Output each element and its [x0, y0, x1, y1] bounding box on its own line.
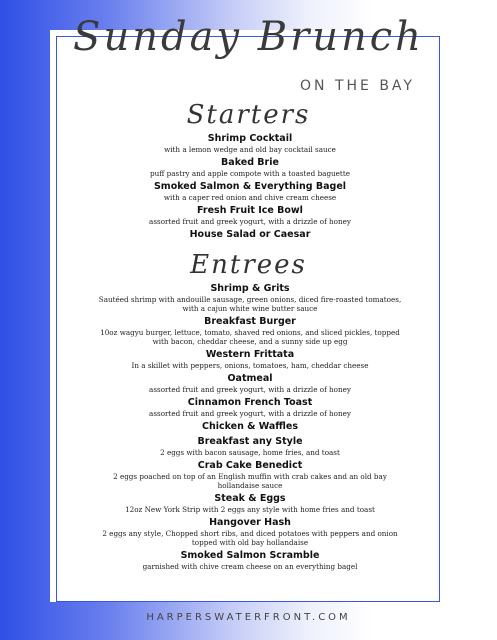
menu-item-name: Western Frittata	[205, 349, 295, 360]
menu-item-description: 2 eggs poached on top of an English muffin with crab cakes and an old bay hollandaise sauce	[113, 472, 387, 490]
menu-item	[95, 436, 405, 457]
menu-item	[100, 229, 400, 241]
menu-item-name: Baked Brie	[221, 157, 279, 168]
menu-item	[95, 550, 405, 571]
menu-item-description: with a lemon wedge and old bay cocktail sauce	[164, 145, 336, 154]
menu-item	[100, 205, 400, 226]
menu-item-description: 12oz New York Strip with 2 eggs any style with home fries and toast	[125, 505, 375, 514]
starters-list	[100, 133, 400, 244]
menu-subtitle: ON THE BAY	[300, 78, 415, 94]
menu-item-description: garnished with chive cream cheese on an everything bagel	[142, 562, 358, 571]
menu-item	[95, 283, 405, 313]
menu-item-name: House Salad or Caesar	[189, 229, 311, 240]
menu-item-description: assorted fruit and greek yogurt, with a drizzle of honey	[149, 217, 351, 226]
menu-item	[95, 493, 405, 514]
menu-item	[95, 397, 405, 418]
menu-item-name: Chicken & Waffles	[201, 421, 299, 432]
menu-item-name: Smoked Salmon & Everything Bagel	[153, 181, 347, 192]
menu-item-name: Shrimp & Grits	[210, 283, 290, 294]
menu-item-description: 2 eggs any style, Chopped short ribs, and diced potatoes with peppers and onion topped with old bay hollandaise	[102, 529, 398, 547]
menu-item-name: Breakfast any Style	[197, 436, 303, 447]
menu-item-description: with a caper red onion and chive cream cheese	[163, 193, 337, 202]
menu-item	[100, 157, 400, 178]
menu-item-description: In a skillet with peppers, onions, tomatoes, ham, cheddar cheese	[131, 361, 369, 370]
menu-item-name: Smoked Salmon Scramble	[180, 550, 320, 561]
menu-item-name: Fresh Fruit Ice Bowl	[197, 205, 303, 216]
menu-item-description: assorted fruit and greek yogurt, with a drizzle of honey	[149, 409, 351, 418]
menu-item-description: Sautéed shrimp with andouille sausage, green onions, diced fire-roasted tomatoes, with a cajun white wine butter sauce	[98, 295, 402, 313]
entrees-list	[95, 283, 405, 574]
menu-item-description: 10oz wagyu burger, lettuce, tomato, shaved red onions, and sliced pickles, topped with bacon, cheddar cheese, and a sunny side up egg	[100, 328, 400, 346]
entrees-heading: Entrees	[190, 250, 307, 280]
menu-item	[95, 349, 405, 370]
menu-item	[95, 517, 405, 547]
menu-item	[95, 460, 405, 490]
footer-website[interactable]: HARPERSWATERFRONT.COM	[146, 612, 351, 623]
menu-item-description: 2 eggs with bacon sausage, home fries, and toast	[160, 448, 340, 457]
menu-title: Sunday Brunch	[73, 14, 424, 60]
menu-item	[95, 373, 405, 394]
menu-item	[95, 421, 405, 433]
menu-item	[95, 316, 405, 346]
menu-item-name: Hangover Hash	[209, 517, 291, 528]
menu-item-name: Crab Cake Benedict	[197, 460, 303, 471]
menu-item-name: Breakfast Burger	[204, 316, 296, 327]
menu-item	[100, 133, 400, 154]
menu-item	[100, 181, 400, 202]
menu-item-name: Cinnamon French Toast	[187, 397, 313, 408]
menu-item-name: Steak & Eggs	[214, 493, 286, 504]
starters-heading: Starters	[186, 100, 311, 130]
menu-item-name: Oatmeal	[227, 373, 273, 384]
menu-item-description: puff pastry and apple compote with a toasted baguette	[150, 169, 350, 178]
menu-item-name: Shrimp Cocktail	[207, 133, 293, 144]
menu-item-description: assorted fruit and greek yogurt, with a drizzle of honey	[149, 385, 351, 394]
